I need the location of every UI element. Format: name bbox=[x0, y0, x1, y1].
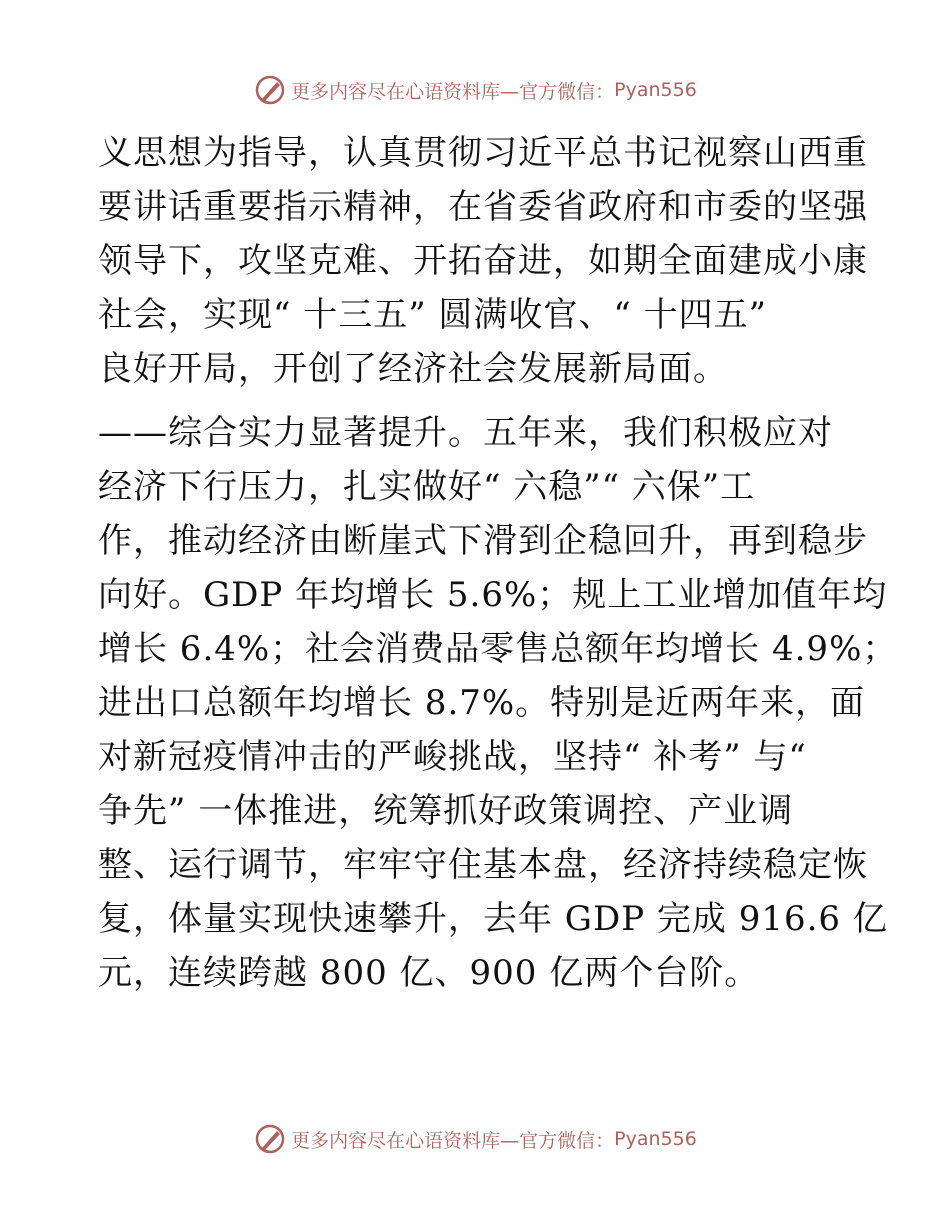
text-line: 向好。GDP 年均增长 5.6%；规上工业增加值年均 bbox=[98, 575, 888, 615]
banner-text: 更多内容尽在心语资料库—官方微信： bbox=[291, 1129, 615, 1152]
document-body bbox=[98, 126, 898, 1000]
text-line: 复，体量实现快速攀升，去年 GDP 完成 916.6 亿 bbox=[98, 899, 888, 939]
text-line: 义思想为指导，认真贯彻习近平总书记视察山西重 bbox=[98, 133, 868, 173]
text-line: 要讲话重要指示精神，在省委省政府和市委的坚强 bbox=[98, 187, 868, 227]
paragraph-1 bbox=[98, 126, 868, 396]
text-line: 增长 6.4%；社会消费品零售总额年均增长 4.9%； bbox=[98, 629, 898, 669]
text-line: 对新冠疫情冲击的严峻挑战，坚持“ 补考” 与“ bbox=[98, 737, 807, 777]
text-line: 良好开局，开创了经济社会发展新局面。 bbox=[98, 349, 728, 389]
text-line: 领导下，攻坚克难、开拓奋进，如期全面建成小康 bbox=[98, 241, 868, 281]
paragraph-2 bbox=[98, 406, 898, 1000]
text-line: 元，连续跨越 800 亿、900 亿两个台阶。 bbox=[98, 953, 760, 993]
text-line: 整、运行调节，牢牢守住基本盘，经济持续稳定恢 bbox=[98, 845, 868, 885]
banner-wechat-id: Pyan556 bbox=[614, 1128, 697, 1150]
pen-logo-icon bbox=[253, 73, 287, 107]
text-line: 社会，实现“ 十三五” 圆满收官、“ 十四五” bbox=[98, 295, 767, 335]
watermark-banner-top bbox=[0, 70, 950, 110]
text-line: 争先” 一体推进，统筹抓好政策调控、产业调 bbox=[98, 791, 794, 831]
text-line: 经济下行压力，扎实做好“ 六稳”“ 六保”工 bbox=[98, 467, 756, 507]
pen-logo-icon bbox=[253, 1122, 287, 1156]
text-line: ——综合实力显著提升。五年来，我们积极应对 bbox=[98, 413, 833, 453]
banner-wechat-id: Pyan556 bbox=[614, 79, 697, 101]
watermark-banner-bottom bbox=[0, 1119, 950, 1159]
banner-text: 更多内容尽在心语资料库—官方微信： bbox=[291, 80, 615, 103]
text-line: 作，推动经济由断崖式下滑到企稳回升，再到稳步 bbox=[98, 521, 868, 561]
text-line: 进出口总额年均增长 8.7%。特别是近两年来，面 bbox=[98, 683, 866, 723]
